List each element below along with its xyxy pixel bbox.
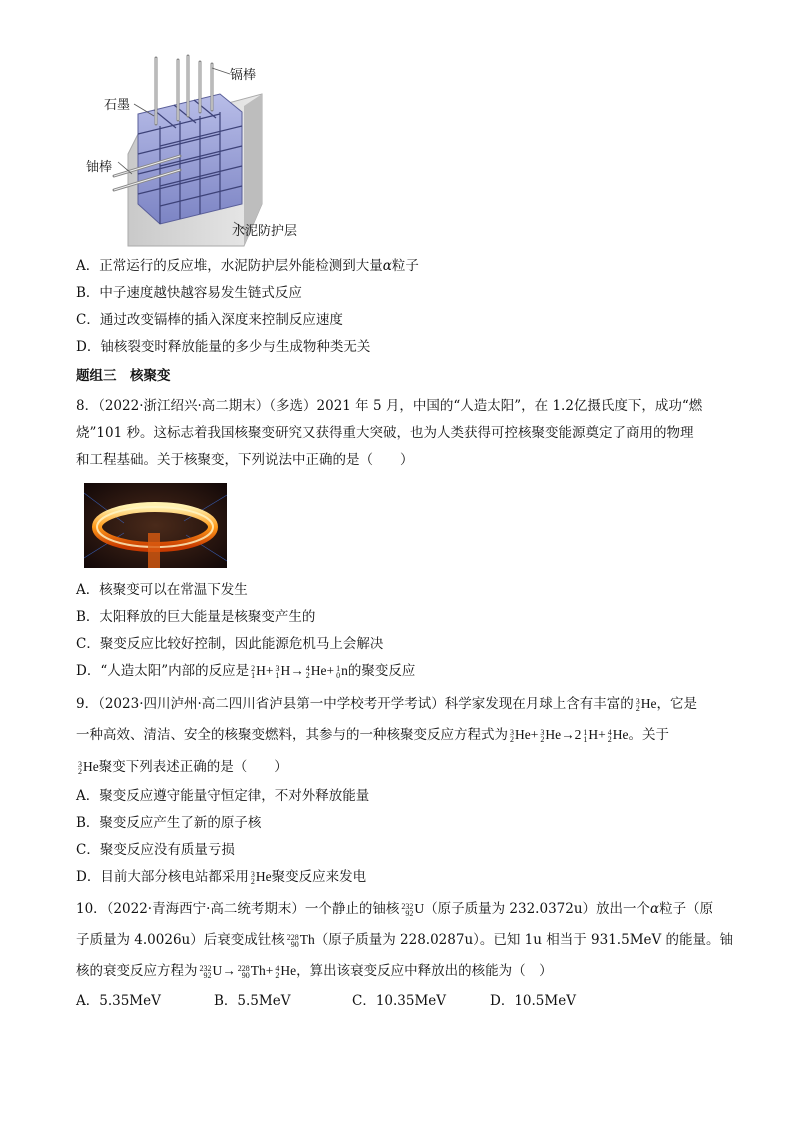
section-heading: 题组三 核聚变 xyxy=(76,368,171,384)
q8-option-a: A．核聚变可以在常温下发生 xyxy=(76,582,248,598)
q10-option-c: C．10.35MeV xyxy=(352,993,447,1009)
he3-symbol: 3 2 He xyxy=(635,696,657,713)
q9-option-d: D．目前大部分核电站都采用 3 2 He聚变反应来发电 xyxy=(76,869,367,886)
q9-stem-line1: 9．（2023·四川泸州·高二四川省泸县第一中学校考开学考试）科学家发现在月球上含有丰富的 3 2 He，它是 xyxy=(76,696,698,713)
q10-option-a: A．5.35MeV xyxy=(76,993,161,1009)
q9-stem-line3: 3 2 He聚变下列表述正确的是（ ） xyxy=(78,759,288,776)
concrete-layer-label: 水泥防护层 xyxy=(232,224,298,239)
reactor-figure xyxy=(84,54,324,250)
cadmium-rod-label: 镉棒 xyxy=(230,68,257,83)
fusion-equation-he3: 3 2 He+ 3 2 He→2 1 1 H+ 4 2 He xyxy=(510,727,629,744)
q7-option-a: A．正常运行的反应堆，水泥防护层外能检测到大量α粒子 xyxy=(76,258,419,274)
q10-option-b: B．5.5MeV xyxy=(214,993,291,1009)
q8-stem-line3: 和工程基础。关于核聚变，下列说法中正确的是（ ） xyxy=(76,452,414,468)
graphite-label: 石墨 xyxy=(104,98,131,113)
q9-option-c: C．聚变反应没有质量亏损 xyxy=(76,842,235,858)
fusion-equation-d-t: 2 1 H+ 3 1 H→ 4 2 He+ 1 0 n xyxy=(251,663,348,680)
he3-symbol: 3 2 He xyxy=(250,869,272,886)
q8-option-b: B．太阳释放的巨大能量是核聚变产生的 xyxy=(76,609,316,625)
q7-option-b: B．中子速度越快越容易发生链式反应 xyxy=(76,285,302,301)
q9-stem-line2: 一种高效、清洁、安全的核聚变燃料，其参与的一种核聚变反应方程式为 3 2 He+ 3 2 He→2 1 1 H+ 4 2 He。关于 xyxy=(76,727,669,744)
uranium-232-symbol: 232 92 U xyxy=(401,901,425,918)
thorium-228-symbol: 228 90 Th xyxy=(286,932,315,949)
q8-stem-line2: 烧”101 秒。这标志着我国核聚变研究又获得重大突破，也为人类获得可控核聚变能源奠定了商用的物理 xyxy=(76,425,694,441)
q7-option-c: C．通过改变镉棒的插入深度来控制反应速度 xyxy=(76,312,343,328)
he3-symbol: 3 2 He xyxy=(78,759,99,776)
q10-stem-line1: 10．（2022·青海西宁·高二统考期末）一个静止的铀核 232 92 U（原子质量为 232.0372u）放出一个α粒子（原 xyxy=(76,901,714,918)
q8-option-c: C．聚变反应比较好控制，因此能源危机马上会解决 xyxy=(76,636,384,652)
q8-option-d: D．“人造太阳”内部的反应是 2 1 H+ 3 1 H→ 4 2 He+ 1 0 n的聚变反应 xyxy=(76,663,416,680)
uranium-rod-label: 铀棒 xyxy=(86,160,113,175)
artificial-sun-photo xyxy=(84,483,227,568)
q10-stem-line3: 核的衰变反应方程为 232 92 U→ 228 90 Th+ 4 2 He，算出该衰变反应中释放出的核能为（ ） xyxy=(76,963,553,980)
q9-option-a: A．聚变反应遵守能量守恒定律，不对外释放能量 xyxy=(76,788,370,804)
q10-option-d: D．10.5MeV xyxy=(490,993,576,1009)
q8-stem-line1: 8．（2022·浙江绍兴·高二期末）（多选）2021 年 5 月，中国的“人造太阳”，在 1.2亿摄氏度下，成功“燃 xyxy=(76,398,703,414)
q10-stem-line2: 子质量为 4.0026u）后衰变成钍核 228 90 Th（原子质量为 228.0287u）。已知 1u 相当于 931.5MeV 的能量。铀 xyxy=(76,932,734,949)
decay-equation: 232 92 U→ 228 90 Th+ 4 2 He xyxy=(199,963,297,980)
q9-option-b: B．聚变反应产生了新的原子核 xyxy=(76,815,262,831)
q7-option-d: D．铀核裂变时释放能量的多少与生成物种类无关 xyxy=(76,339,371,355)
